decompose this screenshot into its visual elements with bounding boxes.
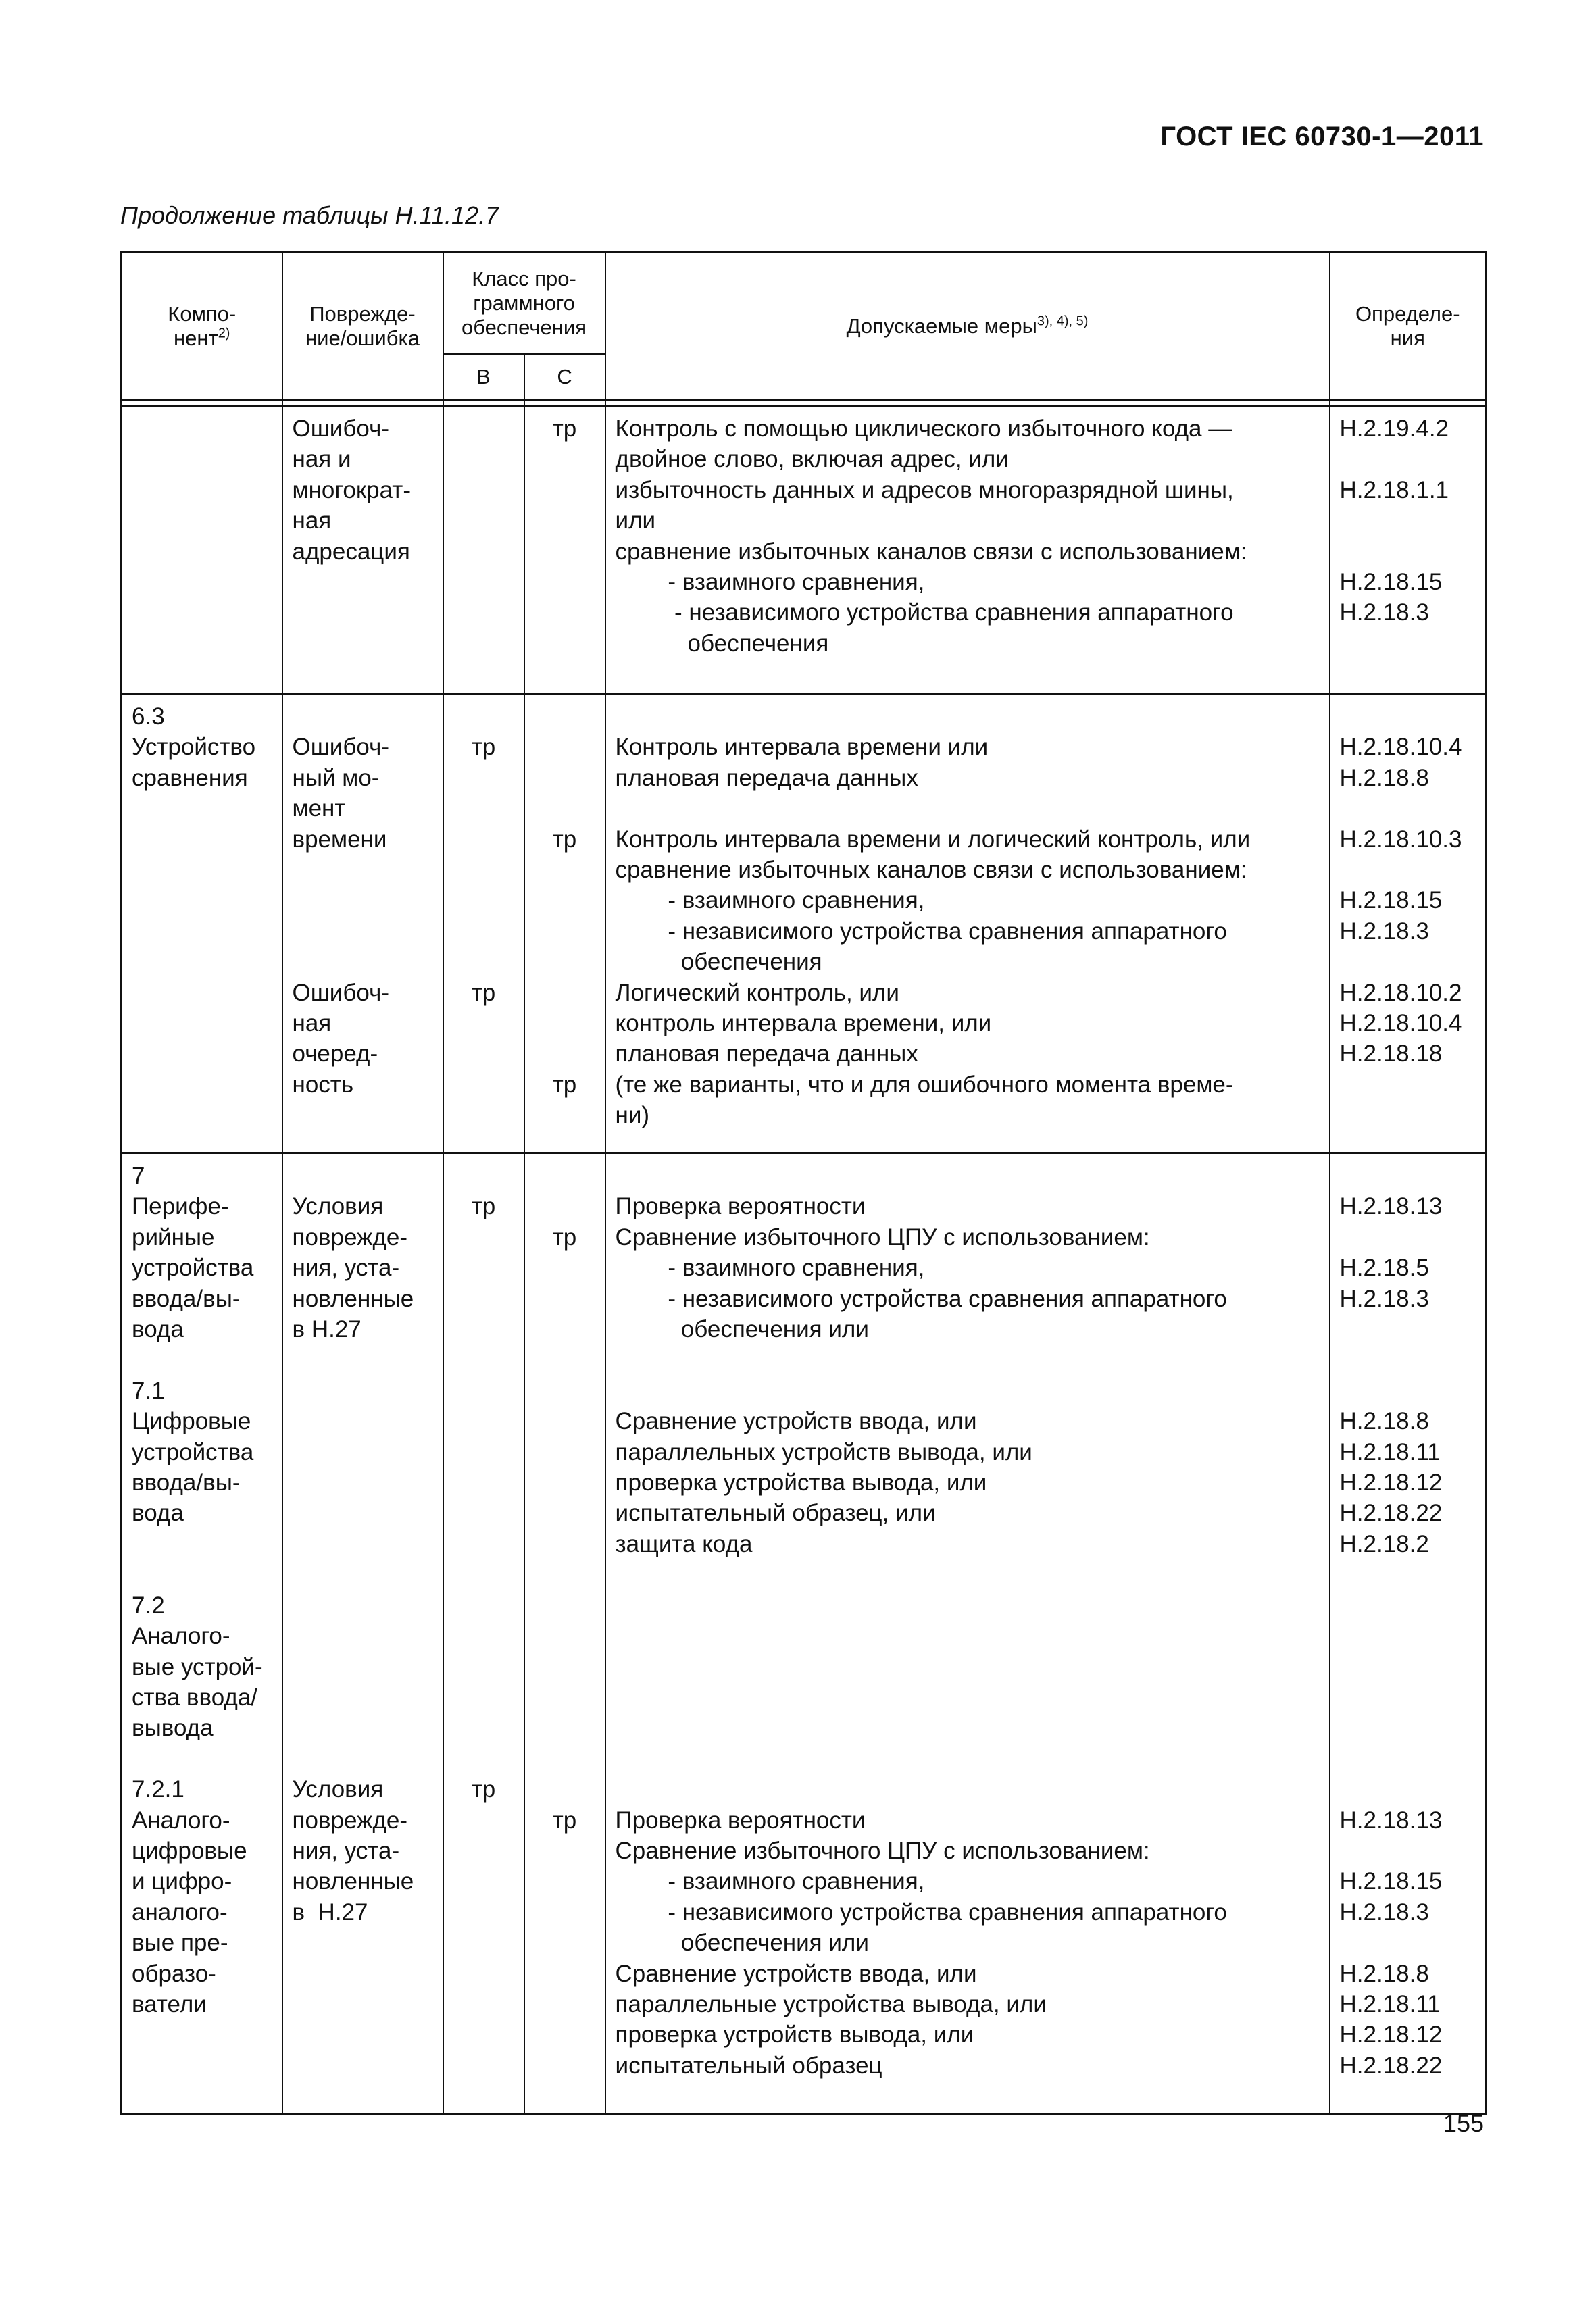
cell-measures: Проверка вероятности Сравнение избыточного ЦПУ с использованием: - взаимного сравнения, - независимого устройства сравнения аппаратного обеспечения или Сравнение устройств ввода, или параллельных устройств вывода, или проверка устройства вывода, или испытательный образец, или защита кода Проверка вероятности Сравнение избыточного ЦПУ с использованием: - взаимного сравнения, - независимого устройства сравнения аппаратного обеспечения или Сравнение устройств ввода, или параллельные устройства вывода, или проверка устройств вывода, или испытательный образец [605, 1153, 1330, 2114]
table-row [122, 694, 1487, 1153]
header-software-class: Класс про- граммного обеспечения [443, 253, 605, 355]
header-component-label: Компо- нент [168, 302, 236, 350]
cell-fault: Ошибоч- ная и многократ- ная адресация [282, 406, 443, 694]
cell-definitions: Н.2.18.13 Н.2.18.5 Н.2.18.3 Н.2.18.8 Н.2.18.11 Н.2.18.12 Н.2.18.22 Н.2.18.2 Н.2.18.13 Н.2.18.15 Н.2.18.3 Н.2.18.8 Н.2.18.11 Н.2.18.12 Н.2.18.22 [1330, 1153, 1487, 2114]
cell-definitions: Н.2.19.4.2 Н.2.18.1.1 Н.2.18.15 Н.2.18.3 [1330, 406, 1487, 694]
cell-measures: Контроль интервала времени или плановая передача данных Контроль интервала времени и логический контроль, или сравнение избыточных каналов связи с использованием: - взаимного сравнения, - независимого устройства сравнения аппаратного обеспечения Логический контроль, или контроль интервала времени, или плановая передача данных (те же варианты, что и для ошибочного момента време- ни) [605, 694, 1330, 1153]
cell-class-b: тр тр [443, 694, 524, 1153]
header-fault: Поврежде- ние/ошибка [282, 253, 443, 401]
cell-class-c: тр тр [524, 694, 605, 1153]
table-row [122, 1153, 1487, 2114]
header-separator [122, 400, 1487, 406]
header-measures-label: Допускаемые меры [846, 314, 1037, 338]
header-measures [605, 253, 1330, 401]
page-number: 155 [1443, 2109, 1484, 2137]
header-class-b: В [443, 354, 524, 400]
cell-component: 6.3 Устройство сравнения [122, 694, 282, 1153]
cell-fault: Условия поврежде- ния, уста- новленные в Н.27 Условия поврежде- ния, уста- новленные в Н.27 [282, 1153, 443, 2114]
footnote-2: 2) [218, 326, 230, 341]
table-row [122, 406, 1487, 694]
cell-class-c: тр тр [524, 1153, 605, 2114]
footnotes-3-4-5: 3), 4), 5) [1037, 313, 1089, 329]
cell-component: 7 Перифе- рийные устройства ввода/вы- вода 7.1 Цифровые устройства ввода/вы- вода 7.2 Аналого- вые устрой- ства ввода/ вывода 7.2.1 Аналого- цифровые и цифро- аналого- вые пре- образо- ватели [122, 1153, 282, 2114]
cell-definitions: Н.2.18.10.4 Н.2.18.8 Н.2.18.10.3 Н.2.18.15 Н.2.18.3 Н.2.18.10.2 Н.2.18.10.4 Н.2.18.18 [1330, 694, 1487, 1153]
header-component [122, 253, 282, 401]
table-continuation-caption: Продолжение таблицы Н.11.12.7 [120, 201, 499, 229]
header-class-c: С [524, 354, 605, 400]
cell-measures: Контроль с помощью циклического избыточного кода — двойное слово, включая адрес, или избыточность данных и адресов многоразрядной шины, или сравнение избыточных каналов связи с использованием: - взаимного сравнения, - независимого устройства сравнения аппаратного обеспечения [605, 406, 1330, 694]
header-definitions: Определе- ния [1330, 253, 1487, 401]
cell-class-b [443, 406, 524, 694]
requirements-table [120, 251, 1487, 2115]
cell-component [122, 406, 282, 694]
standard-designation: ГОСТ IEC 60730-1—2011 [1160, 122, 1484, 151]
cell-class-b: тр тр [443, 1153, 524, 2114]
cell-class-c: тр [524, 406, 605, 694]
cell-fault: Ошибоч- ный мо- мент времени Ошибоч- ная очеред- ность [282, 694, 443, 1153]
